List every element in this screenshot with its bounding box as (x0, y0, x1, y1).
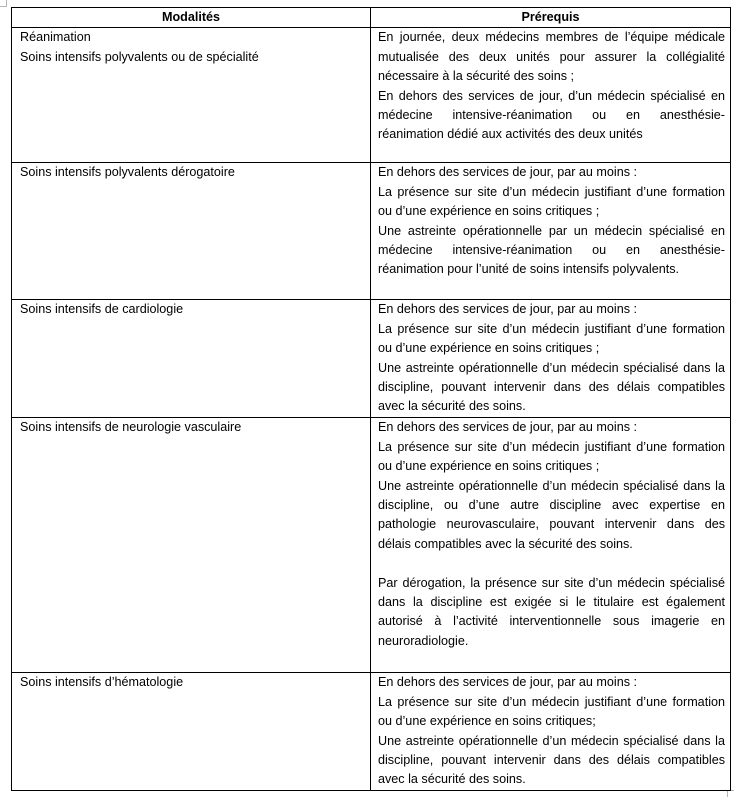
prerequis-text: Une astreinte opérationnelle d’un médecin spécialisé dans la discipline, ou d’une autre discipline avec expertise en pathologie neurovasculaire, pouvant intervenir dans des délais compatibles avec la sécurité des soins. (378, 478, 725, 551)
prerequis-cell (371, 673, 731, 791)
table-row (12, 163, 731, 300)
modalite-cell (12, 28, 371, 163)
table-header-row (12, 8, 731, 28)
modalite-text: Soins intensifs d’hématologie (20, 675, 184, 690)
document-page (11, 7, 730, 791)
table-row (12, 300, 731, 418)
prerequis-text: En dehors des services de jour, par au moins : (378, 302, 638, 317)
modalites-prerequis-table (11, 7, 731, 791)
prerequis-text: En dehors des services de jour, par au moins : (378, 420, 638, 435)
prerequis-text: La présence sur site d’un médecin justifiant d’une formation ou d’une expérience en soins critiques ; (378, 321, 725, 356)
prerequis-text: En journée, deux médecins membres de l’équipe médicale mutualisée des deux unités pour assurer la collégialité nécessaire à la sécurité des soins ; (378, 30, 725, 84)
prerequis-cell (371, 300, 731, 418)
modalite-cell (12, 300, 371, 418)
prerequis-text: Une astreinte opérationnelle d’un médecin spécialisé dans la discipline, pouvant intervenir dans des délais compatibles avec la sécurité des soins. (378, 733, 725, 787)
table-row (12, 418, 731, 673)
modalite-text: Soins intensifs polyvalents ou de spécialité (20, 49, 259, 64)
prerequis-cell (371, 28, 731, 163)
prerequis-text: Une astreinte opérationnelle d’un médecin spécialisé dans la discipline, pouvant intervenir dans des délais compatibles avec la sécurité des soins. (378, 360, 725, 414)
prerequis-text: Par dérogation, la présence sur site d’un médecin spécialisé dans la discipline est exigée si le titulaire est également autorisé à l’activité interventionnelle sous imagerie en neuroradiologie. (378, 575, 725, 648)
prerequis-text: Une astreinte opérationnelle par un médecin spécialisé en médecine intensive-réanimation ou en anesthésie- réanimation pour l’unité de soins intensifs polyvalents. (378, 223, 725, 277)
modalite-text: Soins intensifs de cardiologie (20, 302, 184, 317)
prerequis-text: En dehors des services de jour, par au moins : (378, 675, 638, 690)
table-row (12, 28, 731, 163)
page-corner-mark-top-left (0, 0, 7, 7)
header-modalites: Modalités (12, 8, 371, 28)
prerequis-cell (371, 418, 731, 673)
modalite-text: Réanimation (20, 30, 91, 45)
prerequis-text: En dehors des services de jour, d’un médecin spécialisé en médecine intensive-réanimation ou en anesthésie-réanimation dédié aux activités des deux unités (378, 88, 725, 142)
prerequis-text: En dehors des services de jour, par au moins : (378, 165, 638, 180)
prerequis-text: La présence sur site d’un médecin justifiant d’une formation ou d’une expérience en soins critiques ; (378, 184, 725, 219)
modalite-cell (12, 418, 371, 673)
header-prerequis: Prérequis (371, 8, 731, 28)
modalite-text: Soins intensifs polyvalents dérogatoire (20, 165, 235, 180)
prerequis-cell (371, 163, 731, 300)
prerequis-text: La présence sur site d’un médecin justifiant d’une formation ou d’une expérience en soins critiques ; (378, 439, 725, 474)
paragraph-gap (378, 554, 725, 573)
table-row (12, 673, 731, 791)
modalite-text: Soins intensifs de neurologie vasculaire (20, 420, 242, 435)
modalite-cell (12, 673, 371, 791)
modalite-cell (12, 163, 371, 300)
prerequis-text: La présence sur site d’un médecin justifiant d’une formation ou d’une expérience en soins critiques; (378, 694, 725, 729)
